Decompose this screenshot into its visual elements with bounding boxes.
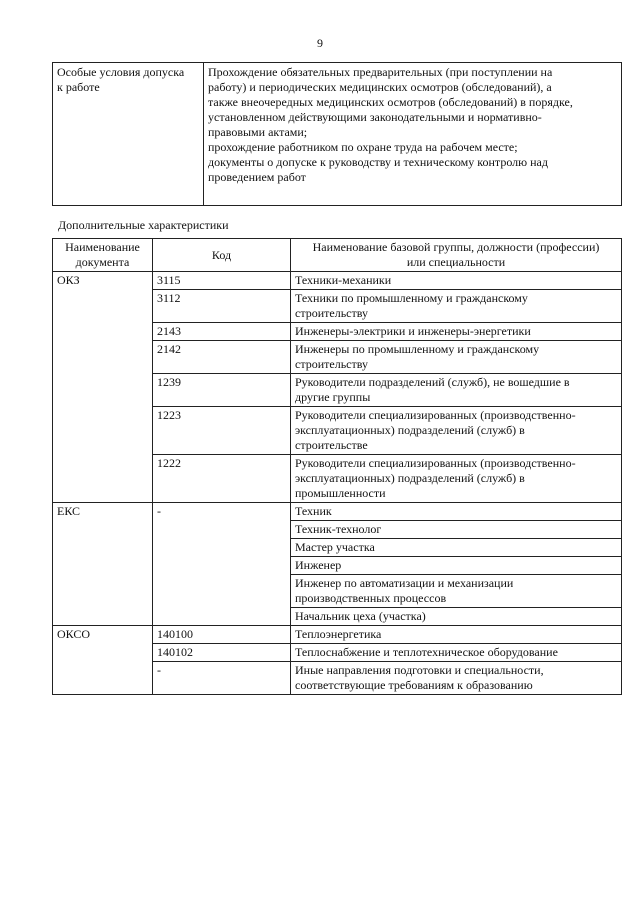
code-cell: 3112 [153, 290, 291, 323]
name-cell: Техники по промышленному и гражданскому строительству [291, 290, 622, 323]
admission-label: Особые условия допуска к работе [53, 63, 204, 206]
code-cell: 2142 [153, 341, 291, 374]
additional-characteristics-table [52, 238, 622, 695]
code-cell: - [153, 503, 291, 626]
page-number: 9 [317, 36, 323, 50]
name-cell: Техник-технолог [291, 521, 622, 539]
name-cell: Инженеры по промышленному и гражданскому строительству [291, 341, 622, 374]
name-cell: Мастер участка [291, 539, 622, 557]
header-code: Код [153, 239, 291, 272]
admission-conditions-table [52, 62, 622, 206]
table-header-row [53, 239, 622, 272]
header-document: Наименование документа [53, 239, 153, 272]
table-row [53, 503, 622, 521]
name-cell: Техник [291, 503, 622, 521]
table-row [53, 272, 622, 290]
code-cell: 140100 [153, 626, 291, 644]
header-name: Наименование базовой группы, должности (профессии) или специальности [291, 239, 622, 272]
name-cell: Руководители специализированных (производственно- эксплуатационных) подразделений (служб) в строительстве [291, 407, 622, 455]
admission-text: Прохождение обязательных предварительных (при поступлении на работу) и периодических медицинских осмотров (обследований), а также внеочередных медицинских осмотров (обследований) в порядке, установленном действующими законодательными и нормативно- правовыми актами; прохождение работником по охране труда на рабочем месте; документы о допуске к руководству и техническому контролю над проведением работ [204, 63, 622, 206]
code-cell: 1223 [153, 407, 291, 455]
name-cell: Теплоэнергетика [291, 626, 622, 644]
name-cell: Начальник цеха (участка) [291, 608, 622, 626]
code-cell: 2143 [153, 323, 291, 341]
table-row [53, 626, 622, 644]
name-cell: Инженер [291, 557, 622, 575]
code-cell: 3115 [153, 272, 291, 290]
doc-cell: ЕКС [53, 503, 153, 626]
name-cell: Иные направления подготовки и специальности, соответствующие требованиям к образованию [291, 662, 622, 695]
code-cell: - [153, 662, 291, 695]
name-cell: Техники-механики [291, 272, 622, 290]
name-cell: Инженеры-электрики и инженеры-энергетики [291, 323, 622, 341]
table-row [53, 63, 622, 206]
name-cell: Руководители подразделений (служб), не вошедшие в другие группы [291, 374, 622, 407]
doc-cell: ОКСО [53, 626, 153, 695]
name-cell: Теплоснабжение и теплотехническое оборудование [291, 644, 622, 662]
name-cell: Руководители специализированных (производственно- эксплуатационных) подразделений (служб) в промышленности [291, 455, 622, 503]
name-cell: Инженер по автоматизации и механизации производственных процессов [291, 575, 622, 608]
code-cell: 1239 [153, 374, 291, 407]
section-subtitle: Дополнительные характеристики [58, 218, 229, 232]
code-cell: 140102 [153, 644, 291, 662]
doc-cell: ОКЗ [53, 272, 153, 503]
code-cell: 1222 [153, 455, 291, 503]
